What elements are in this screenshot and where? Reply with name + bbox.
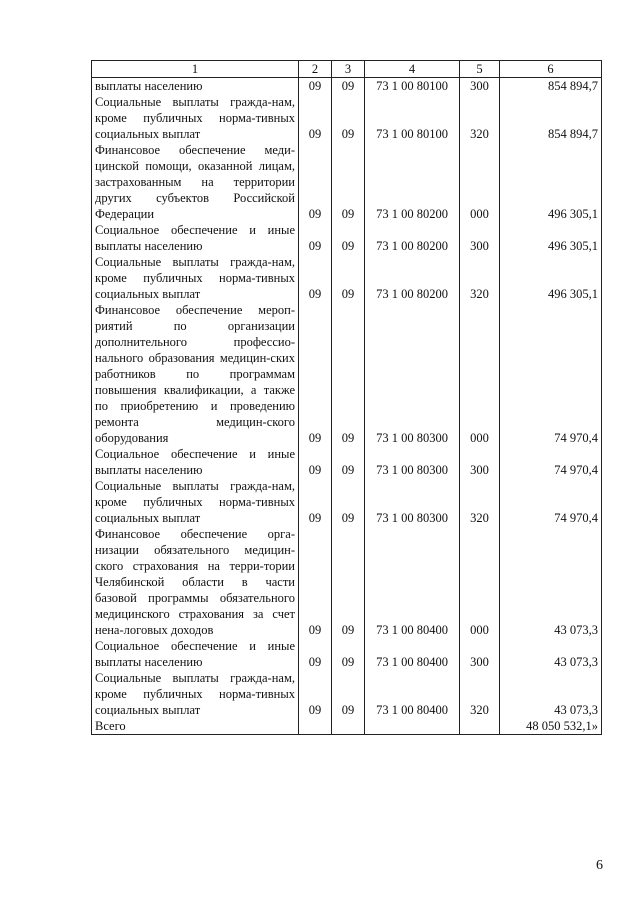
- section-code-cell: 09: [299, 94, 332, 142]
- expense-type-cell: 300: [460, 638, 500, 670]
- section-code-cell: [299, 718, 332, 735]
- amount-cell: 74 970,4: [500, 302, 602, 446]
- expense-type-cell: 320: [460, 478, 500, 526]
- row-name-cell: Социальные выплаты гражда-нам, кроме публичных норма-тивных социальных выплат: [92, 478, 299, 526]
- expense-type-cell: 300: [460, 222, 500, 254]
- row-name-cell: выплаты населению: [92, 78, 299, 95]
- table-row: [92, 254, 602, 302]
- target-article-cell: 73 1 00 80400: [365, 670, 460, 718]
- amount-cell: 74 970,4: [500, 478, 602, 526]
- expense-type-cell: [460, 718, 500, 735]
- subsection-code-cell: 09: [332, 446, 365, 478]
- amount-cell: 496 305,1: [500, 142, 602, 222]
- table-row: [92, 478, 602, 526]
- table-row: [92, 302, 602, 446]
- table-row: [92, 446, 602, 478]
- amount-cell: 43 073,3: [500, 670, 602, 718]
- row-name-cell: Финансовое обеспечение мероп-риятий по организации дополнительного профессио-нального образования медицин-ских работников по программам повышения квалификации, а также по приобретению и проведению ремонта медицин-ского оборудования: [92, 302, 299, 446]
- amount-cell: 496 305,1: [500, 222, 602, 254]
- amount-cell: 48 050 532,1»: [500, 718, 602, 735]
- subsection-code-cell: 09: [332, 478, 365, 526]
- table-row: [92, 638, 602, 670]
- target-article-cell: 73 1 00 80200: [365, 222, 460, 254]
- header-col-6: 6: [500, 61, 602, 78]
- header-col-2: 2: [299, 61, 332, 78]
- table-header-row: [92, 61, 602, 78]
- header-col-4: 4: [365, 61, 460, 78]
- amount-cell: 854 894,7: [500, 94, 602, 142]
- subsection-code-cell: 09: [332, 638, 365, 670]
- subsection-code-cell: 09: [332, 670, 365, 718]
- subsection-code-cell: 09: [332, 78, 365, 95]
- table-row: [92, 718, 602, 735]
- subsection-code-cell: 09: [332, 94, 365, 142]
- row-name-cell: Социальные выплаты гражда-нам, кроме публичных норма-тивных социальных выплат: [92, 670, 299, 718]
- header-col-3: 3: [332, 61, 365, 78]
- amount-cell: 43 073,3: [500, 526, 602, 638]
- expense-type-cell: 320: [460, 94, 500, 142]
- budget-table: [91, 60, 602, 735]
- target-article-cell: 73 1 00 80100: [365, 94, 460, 142]
- target-article-cell: 73 1 00 80400: [365, 638, 460, 670]
- header-col-1: 1: [92, 61, 299, 78]
- expense-type-cell: 000: [460, 526, 500, 638]
- section-code-cell: 09: [299, 670, 332, 718]
- target-article-cell: 73 1 00 80300: [365, 446, 460, 478]
- row-name-cell: Социальное обеспечение и иные выплаты населению: [92, 222, 299, 254]
- target-article-cell: 73 1 00 80200: [365, 142, 460, 222]
- target-article-cell: 73 1 00 80200: [365, 254, 460, 302]
- table-row: [92, 222, 602, 254]
- table-row: [92, 78, 602, 95]
- row-name-cell: Социальные выплаты гражда-нам, кроме публичных норма-тивных социальных выплат: [92, 254, 299, 302]
- table-row: [92, 670, 602, 718]
- expense-type-cell: 320: [460, 254, 500, 302]
- section-code-cell: 09: [299, 302, 332, 446]
- expense-type-cell: 300: [460, 446, 500, 478]
- target-article-cell: 73 1 00 80400: [365, 526, 460, 638]
- table-row: [92, 526, 602, 638]
- target-article-cell: [365, 718, 460, 735]
- amount-cell: 74 970,4: [500, 446, 602, 478]
- subsection-code-cell: [332, 718, 365, 735]
- target-article-cell: 73 1 00 80100: [365, 78, 460, 95]
- section-code-cell: 09: [299, 638, 332, 670]
- subsection-code-cell: 09: [332, 302, 365, 446]
- target-article-cell: 73 1 00 80300: [365, 478, 460, 526]
- expense-type-cell: 000: [460, 302, 500, 446]
- subsection-code-cell: 09: [332, 142, 365, 222]
- section-code-cell: 09: [299, 446, 332, 478]
- page-number: 6: [596, 858, 603, 873]
- expense-type-cell: 320: [460, 670, 500, 718]
- subsection-code-cell: 09: [332, 222, 365, 254]
- subsection-code-cell: 09: [332, 254, 365, 302]
- section-code-cell: 09: [299, 254, 332, 302]
- row-name-cell: Финансовое обеспечение меди-цинской помощи, оказанной лицам, застрахованным на территории других субъектов Российской Федерации: [92, 142, 299, 222]
- row-name-cell: Социальное обеспечение и иные выплаты населению: [92, 638, 299, 670]
- section-code-cell: 09: [299, 222, 332, 254]
- section-code-cell: 09: [299, 526, 332, 638]
- subsection-code-cell: 09: [332, 526, 365, 638]
- row-name-cell: Финансовое обеспечение орга-низации обязательного медицин-ского страхования на терри-тории Челябинской области в части базовой программы обязательного медицинского страхования за счет нена-логовых доходов: [92, 526, 299, 638]
- amount-cell: 496 305,1: [500, 254, 602, 302]
- section-code-cell: 09: [299, 478, 332, 526]
- amount-cell: 854 894,7: [500, 78, 602, 95]
- section-code-cell: 09: [299, 142, 332, 222]
- row-name-cell: Социальные выплаты гражда-нам, кроме публичных норма-тивных социальных выплат: [92, 94, 299, 142]
- row-name-cell: Социальное обеспечение и иные выплаты населению: [92, 446, 299, 478]
- table-body: [92, 78, 602, 735]
- row-name-cell: Всего: [92, 718, 299, 735]
- amount-cell: 43 073,3: [500, 638, 602, 670]
- section-code-cell: 09: [299, 78, 332, 95]
- header-col-5: 5: [460, 61, 500, 78]
- table-row: [92, 94, 602, 142]
- expense-type-cell: 000: [460, 142, 500, 222]
- target-article-cell: 73 1 00 80300: [365, 302, 460, 446]
- table-row: [92, 142, 602, 222]
- expense-type-cell: 300: [460, 78, 500, 95]
